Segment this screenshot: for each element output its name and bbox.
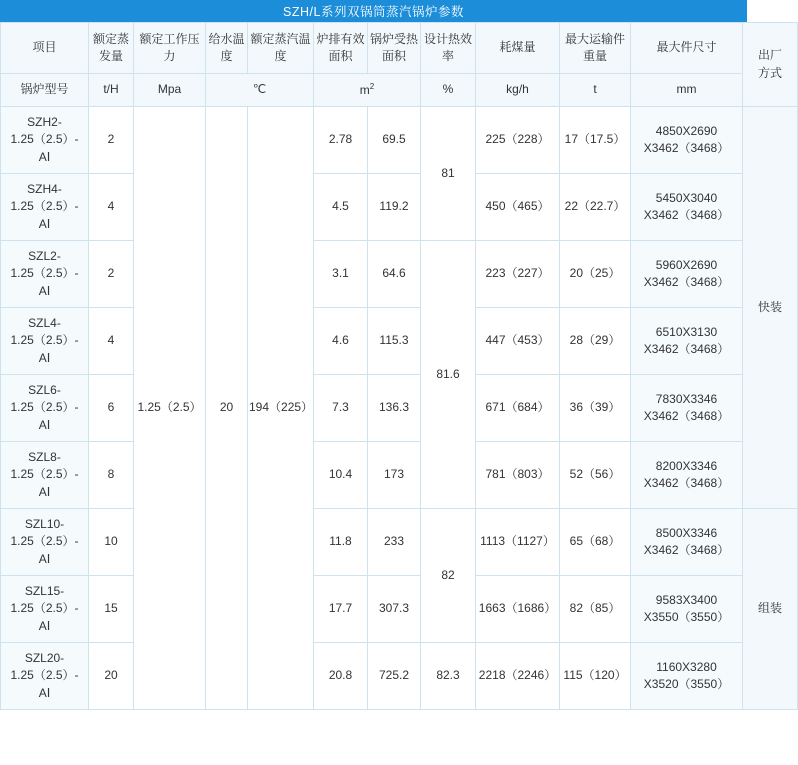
coal-value: 671（684） xyxy=(476,375,560,442)
heating-area-value: 725.2 xyxy=(368,643,421,710)
unit-size: mm xyxy=(631,74,743,107)
grate-area-value: 10.4 xyxy=(314,442,368,509)
table-row xyxy=(1,643,798,710)
heating-area-value: 136.3 xyxy=(368,375,421,442)
efficiency-value: 81.6 xyxy=(421,241,476,509)
unit-pressure: Mpa xyxy=(134,74,206,107)
coal-value: 447（453） xyxy=(476,308,560,375)
grate-area-value: 20.8 xyxy=(314,643,368,710)
capacity-value: 4 xyxy=(89,174,134,241)
capacity-value: 8 xyxy=(89,442,134,509)
model-name: SZL8- 1.25（2.5）- AⅠ xyxy=(1,442,89,509)
unit-capacity: t/H xyxy=(89,74,134,107)
coal-value: 2218（2246） xyxy=(476,643,560,710)
table-row xyxy=(1,442,798,509)
max-size-value: 9583X3400 X3550（3550） xyxy=(631,576,743,643)
coal-value: 450（465） xyxy=(476,174,560,241)
capacity-value: 10 xyxy=(89,509,134,576)
coal-value: 225（228） xyxy=(476,107,560,174)
max-size-value: 5960X2690 X3462（3468） xyxy=(631,241,743,308)
feedwater-temp-value: 20 xyxy=(206,107,248,710)
table-row xyxy=(1,241,798,308)
delivery-mode-quick: 快装 xyxy=(743,107,798,509)
capacity-value: 20 xyxy=(89,643,134,710)
coal-value: 781（803） xyxy=(476,442,560,509)
unit-efficiency: % xyxy=(421,74,476,107)
grate-area-value: 4.6 xyxy=(314,308,368,375)
capacity-value: 2 xyxy=(89,241,134,308)
unit-area: $m^2$ xyxy=(314,74,421,107)
transport-weight-value: 17（17.5） xyxy=(560,107,631,174)
coal-value: 1663（1686） xyxy=(476,576,560,643)
col-header-capacity: 额定蒸发量 xyxy=(89,23,134,74)
col-header-efficiency: 设计热效率 xyxy=(421,23,476,74)
unit-transport-weight: t xyxy=(560,74,631,107)
max-size-value: 8200X3346 X3462（3468） xyxy=(631,442,743,509)
pressure-value: 1.25（2.5） xyxy=(134,107,206,710)
model-name: SZL20- 1.25（2.5）- AⅠ xyxy=(1,643,89,710)
heating-area-value: 307.3 xyxy=(368,576,421,643)
col-header-max-size: 最大件尺寸 xyxy=(631,23,743,74)
grate-area-value: 7.3 xyxy=(314,375,368,442)
col-header-feedwater-temp: 给水温度 xyxy=(206,23,248,74)
heating-area-value: 69.5 xyxy=(368,107,421,174)
max-size-value: 5450X3040 X3462（3468） xyxy=(631,174,743,241)
transport-weight-value: 20（25） xyxy=(560,241,631,308)
table-row xyxy=(1,174,798,241)
transport-weight-value: 52（56） xyxy=(560,442,631,509)
model-name: SZL2- 1.25（2.5）- AⅠ xyxy=(1,241,89,308)
col-header-coal: 耗煤量 xyxy=(476,23,560,74)
grate-area-value: 2.78 xyxy=(314,107,368,174)
transport-weight-value: 115（120） xyxy=(560,643,631,710)
col-header-delivery-mode: 出厂 方式 xyxy=(743,23,798,107)
grate-area-value: 17.7 xyxy=(314,576,368,643)
transport-weight-value: 65（68） xyxy=(560,509,631,576)
unit-coal: kg/h xyxy=(476,74,560,107)
col-header-steam-temp: 额定蒸汽温度 xyxy=(248,23,314,74)
max-size-value: 4850X2690 X3462（3468） xyxy=(631,107,743,174)
max-size-value: 7830X3346 X3462（3468） xyxy=(631,375,743,442)
max-size-value: 6510X3130 X3462（3468） xyxy=(631,308,743,375)
coal-value: 1113（1127） xyxy=(476,509,560,576)
efficiency-value: 81 xyxy=(421,107,476,241)
page-title: SZH/L系列双锅筒蒸汽锅炉参数 xyxy=(0,0,747,22)
max-size-value: 1160X3280 X3520（3550） xyxy=(631,643,743,710)
table-unit-row xyxy=(1,74,798,107)
model-name: SZL15- 1.25（2.5）- AⅠ xyxy=(1,576,89,643)
heating-area-value: 119.2 xyxy=(368,174,421,241)
delivery-mode-assembled: 组装 xyxy=(743,509,798,710)
heating-area-value: 64.6 xyxy=(368,241,421,308)
col-header-grate-area: 炉排有效面积 xyxy=(314,23,368,74)
table-row xyxy=(1,308,798,375)
transport-weight-value: 28（29） xyxy=(560,308,631,375)
model-name: SZL6- 1.25（2.5）- AⅠ xyxy=(1,375,89,442)
capacity-value: 15 xyxy=(89,576,134,643)
efficiency-value: 82.3 xyxy=(421,643,476,710)
table-header-row xyxy=(1,23,798,74)
grate-area-value: 4.5 xyxy=(314,174,368,241)
heating-area-value: 115.3 xyxy=(368,308,421,375)
unit-header-model: 锅炉型号 xyxy=(1,74,89,107)
transport-weight-value: 82（85） xyxy=(560,576,631,643)
grate-area-value: 3.1 xyxy=(314,241,368,308)
model-name: SZL4- 1.25（2.5）- AⅠ xyxy=(1,308,89,375)
col-header-heating-area: 锅炉受热面积 xyxy=(368,23,421,74)
table-row xyxy=(1,576,798,643)
col-header-item: 项目 xyxy=(1,23,89,74)
capacity-value: 6 xyxy=(89,375,134,442)
transport-weight-value: 36（39） xyxy=(560,375,631,442)
model-name: SZL10- 1.25（2.5）- AⅠ xyxy=(1,509,89,576)
heating-area-value: 173 xyxy=(368,442,421,509)
table-row xyxy=(1,107,798,174)
max-size-value: 8500X3346 X3462（3468） xyxy=(631,509,743,576)
unit-temperature: ℃ xyxy=(206,74,314,107)
boiler-spec-table xyxy=(0,22,798,710)
coal-value: 223（227） xyxy=(476,241,560,308)
efficiency-value: 82 xyxy=(421,509,476,643)
col-header-transport-weight: 最大运输件重量 xyxy=(560,23,631,74)
model-name: SZH2- 1.25（2.5）- AⅠ xyxy=(1,107,89,174)
table-row xyxy=(1,375,798,442)
col-header-pressure: 额定工作压力 xyxy=(134,23,206,74)
steam-temp-value: 194（225） xyxy=(248,107,314,710)
capacity-value: 4 xyxy=(89,308,134,375)
transport-weight-value: 22（22.7） xyxy=(560,174,631,241)
model-name: SZH4- 1.25（2.5）- AⅠ xyxy=(1,174,89,241)
grate-area-value: 11.8 xyxy=(314,509,368,576)
capacity-value: 2 xyxy=(89,107,134,174)
heating-area-value: 233 xyxy=(368,509,421,576)
table-row xyxy=(1,509,798,576)
